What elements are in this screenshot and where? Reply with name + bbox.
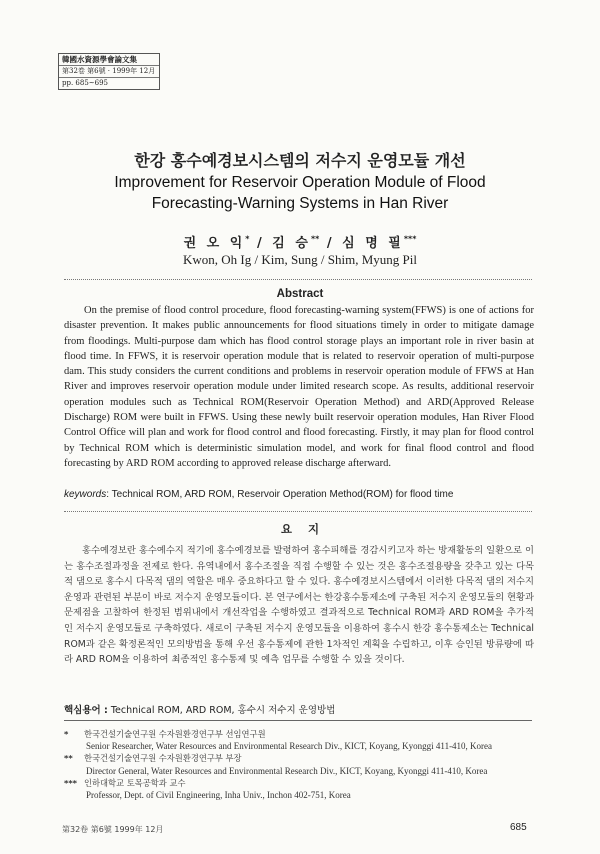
footnote-1-korean xyxy=(64,728,544,740)
author-separator: / xyxy=(319,236,343,251)
footnote-1-english: Senior Researcher, Water Resources and Environmental Research Div., KICT, Koyang, Kyonggi 411-410, Korea xyxy=(86,741,493,752)
abstract-text: On the premise of flood control procedure, flood forecasting-warning system(FFWS) is one of actions for disaster prevention. It makes public announcements for flood situations timely in order to mitigate damage from floodings. Multi-purpose dam which has flood control storage plays an important role in river basin at flood time. In FFWS, it is reservoir operation module that is related to reservoir operation of multi-purpose dam. This study considers the current conditions and problems in reservoir operation module of FFWS at Han River and improves reservoir operation module under limited research scope. As results, additional reservoir operation modules such as Technical ROM(Reservoir Operation Method) and ARD(Approved Release Discharge) ROM were built in FFWS. Using these newly built reservoir operation modules, Han River Flood Control Office will plan and work for flood control and flood forecasting. Firstly, it may plan for flood control by Technical ROM which is deterministic simulation model, and work for final flood control and flood forecasting by ARD ROM according to approved release discharge afterward. xyxy=(64,305,534,469)
title-english-line2: Forecasting-Warning Systems in Han River xyxy=(151,195,449,212)
journal-info-box xyxy=(58,53,160,90)
korean-keywords xyxy=(64,702,534,716)
footnote-3-korean-text: 인하대학교 토목공학과 교수 xyxy=(84,777,186,788)
footnote-3-mark: *** xyxy=(64,777,78,788)
authors-korean xyxy=(0,232,600,251)
abstract-keywords: keywords: Technical ROM, ARD ROM, Reservoir Operation Method(ROM) for flood time xyxy=(64,489,454,500)
author-2-name: 김 승 xyxy=(272,236,311,251)
footnote-3-english: Professor, Dept. of Civil Engineering, Inha Univ., Inchon 402-751, Korea xyxy=(86,790,351,801)
journal-volume-issue: 第32卷 第6號 · 1999年 12月 xyxy=(59,66,159,78)
author-separator: / xyxy=(249,236,273,251)
footnote-3-korean xyxy=(64,777,544,789)
title-english xyxy=(0,172,600,214)
footnote-rule xyxy=(64,720,532,721)
title-english-line1: Improvement for Reservoir Operation Module of Flood xyxy=(114,174,486,191)
title-korean: 한강 홍수예경보시스템의 저수지 운영모듈 개선 xyxy=(134,151,466,170)
dotted-divider-top xyxy=(64,279,532,280)
yoji-text: 홍수예경보란 홍수예수지 적기에 홍수예경보를 발령하여 홍수피해를 경감시키고자 하는 방재활동의 일환으로 이는 홍수조절과정을 전제로 한다. 유역내에서 홍수조절을 직접 수행할 수 있는 것은 홍수조절용량을 갖추고 있는 다목적 댐으로 홍수시 다목적 댐의 역할은 매우 중요하다고 할 수 있다. 홍수예경보시스템에서 이러한 다목적 댐의 저수지 운영과 관련된 부분이 바로 저수지 운영모듈이다. 본 연구에서는 한강홍수통제소에 구축된 저수지 운영모듈의 현황과 문제점을 고찰하여 한정된 범위내에서 개선작업을 수행하였고 결과적으로 Technical ROM과 ARD ROM을 추가적인 저수지 운영모듈로 구축하였다. 새로이 구축된 저수지 운영모듈을 이용하여 홍수시 한강 홍수통제소는 Technical ROM과 같은 확정론적인 모의방법을 통해 우선 홍수통제에 관한 1차적인 계획을 수립하고, 이후 승인된 방류량에 따라 ARD ROM을 이용하여 최종적인 홍수통제 및 예측 업무를 수행할 수 있을 것이다. xyxy=(64,545,534,666)
author-3-mark: *** xyxy=(403,234,417,244)
author-1-mark: * xyxy=(245,234,250,244)
footnote-2-korean xyxy=(64,752,544,764)
author-1-name: 권 오 익 xyxy=(183,236,246,251)
footnote-1-mark: * xyxy=(64,729,69,739)
journal-name: 韓國水資源學會論文集 xyxy=(59,54,159,66)
abstract-heading: Abstract xyxy=(276,288,324,300)
footnote-2-mark: ** xyxy=(64,753,73,764)
yoji-heading: 요 지 xyxy=(280,522,320,536)
author-3-name: 심 명 필 xyxy=(342,236,404,251)
korean-keywords-label: 핵심용어 : xyxy=(64,705,108,716)
footnote-1-korean-text: 한국건설기술연구원 수자원환경연구부 선임연구원 xyxy=(84,729,266,739)
korean-keywords-value: Technical ROM, ARD ROM, 홍수시 저수지 운영방법 xyxy=(110,705,336,716)
footer-issue: 第32卷 第6號 1999年 12月 xyxy=(62,825,164,834)
footnotes xyxy=(64,728,544,801)
footnote-2-korean-text: 한국건설기술연구원 수자원환경연구부 부장 xyxy=(84,753,242,764)
author-2-mark: ** xyxy=(310,234,320,244)
journal-pages: pp. 685~695 xyxy=(62,79,108,87)
keywords-value: Technical ROM, ARD ROM, Reservoir Operation Method(ROM) for flood time xyxy=(111,489,454,500)
keywords-label: keywords xyxy=(64,489,107,500)
dotted-divider-middle xyxy=(64,511,532,512)
page-number: 685 xyxy=(510,822,527,833)
footnote-2-english: Director General, Water Resources and Environmental Research Div., KICT, Koyang, Kyonggi 411-410, Korea xyxy=(86,765,488,776)
authors-english: Kwon, Oh Ig / Kim, Sung / Shim, Myung Pil xyxy=(182,252,418,267)
